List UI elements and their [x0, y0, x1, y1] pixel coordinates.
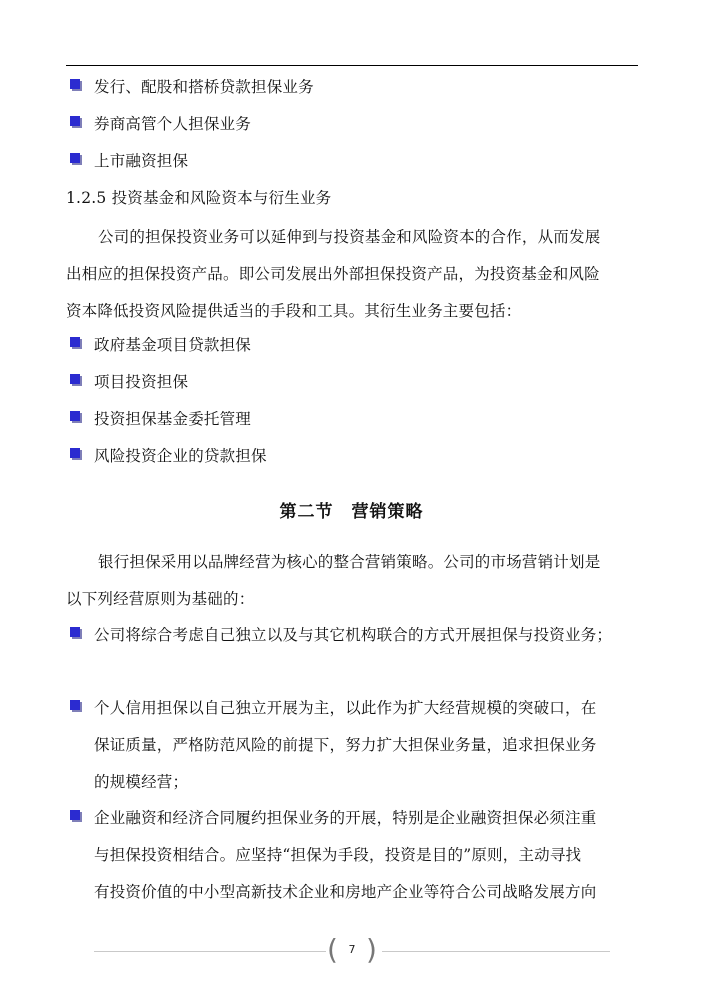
paragraph-line: 银行担保采用以品牌经营为核心的整合营销策略。公司的市场营销计划是	[98, 553, 601, 571]
paragraph-line: 资本降低投资风险提供适当的手段和工具。其衍生业务主要包括：	[66, 302, 522, 320]
list-item-continuation: 有投资价值的中小型高新技术企业和房地产企业等符合公司战略发展方向	[94, 883, 597, 901]
bullet-icon	[70, 810, 80, 820]
list-item: 投资担保基金委托管理	[94, 410, 252, 428]
paragraph-line: 以下列经营原则为基础的：	[66, 590, 255, 608]
footer-rule-right	[382, 951, 610, 952]
header-rule	[66, 65, 638, 66]
list-item-continuation: 的规模经营；	[94, 773, 189, 791]
list-item: 政府基金项目贷款担保	[94, 336, 252, 354]
list-item-continuation: 与担保投资相结合。应坚持“担保为手段，投资是目的”原则，主动寻找	[94, 846, 582, 864]
bullet-icon	[70, 374, 80, 384]
bullet-icon	[70, 411, 80, 421]
paragraph-line: 公司的担保投资业务可以延伸到与投资基金和风险资本的合作，从而发展	[98, 228, 601, 246]
bullet-icon	[70, 627, 80, 637]
list-item: 风险投资企业的贷款担保	[94, 447, 267, 465]
list-item: 项目投资担保	[94, 373, 189, 391]
list-item: 上市融资担保	[94, 152, 189, 170]
bullet-icon	[70, 116, 80, 126]
left-bracket-icon: (	[327, 933, 338, 966]
bullet-icon	[70, 337, 80, 347]
bullet-icon	[70, 448, 80, 458]
paragraph-line: 出相应的担保投资产品。即公司发展出外部担保投资产品，为投资基金和风险	[66, 265, 600, 283]
section-title: 第二节 营销策略	[279, 502, 424, 522]
list-item: 公司将综合考虑自己独立以及与其它机构联合的方式开展担保与投资业务；	[94, 626, 613, 644]
bullet-icon	[70, 79, 80, 89]
list-item: 发行、配股和搭桥贷款担保业务	[94, 78, 314, 96]
footer-rule-left	[94, 951, 326, 952]
list-item-continuation: 保证质量，严格防范风险的前提下，努力扩大担保业务量，追求担保业务	[94, 736, 597, 754]
list-item: 券商高管个人担保业务	[94, 115, 252, 133]
right-bracket-icon: )	[366, 933, 377, 966]
page-number: 7	[348, 943, 356, 956]
subheading: 1.2.5 投资基金和风险资本与衍生业务	[66, 189, 332, 207]
bullet-icon	[70, 700, 80, 710]
list-item: 企业融资和经济合同履约担保业务的开展，特别是企业融资担保必须注重	[94, 809, 597, 827]
bullet-icon	[70, 153, 80, 163]
list-item: 个人信用担保以自己独立开展为主，以此作为扩大经营规模的突破口，在	[94, 699, 597, 717]
